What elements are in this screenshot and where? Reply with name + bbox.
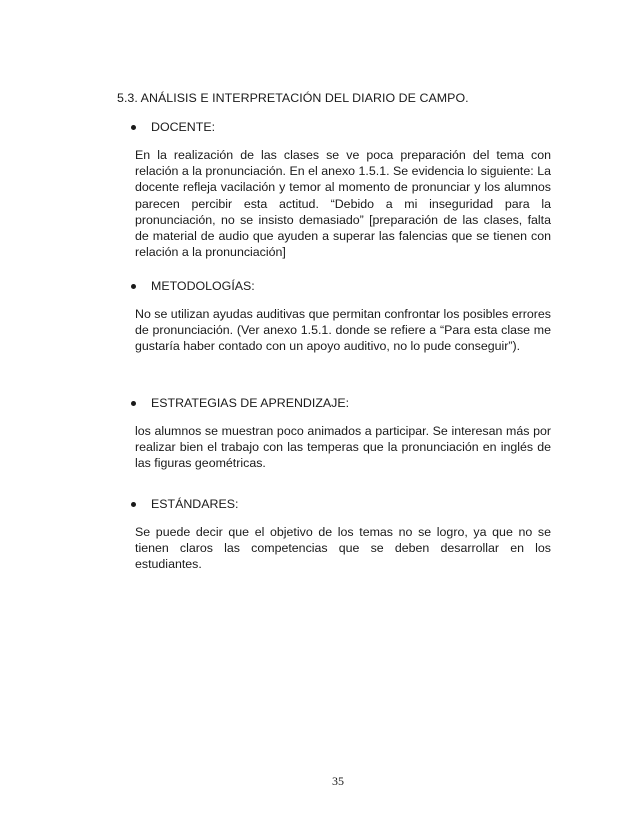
heading-label: ESTÁNDARES: [151,497,239,511]
bullet-icon [131,401,136,406]
bullet-heading-estrategias [131,396,349,410]
heading-label: ESTRATEGIAS DE APRENDIZAJE: [151,396,350,410]
paragraph-estandares: Se puede decir que el objetivo de los temas no se logro, ya que no se tienen claros las competencias que se deben desarrollar en los estudiantes. [135,525,551,572]
page-number: 35 [332,774,344,788]
heading-label: METODOLOGÍAS: [151,279,255,293]
bullet-heading-docente [131,120,215,134]
paragraph-docente: En la realización de las clases se ve poca preparación del tema con relación a la pronunciación. En el anexo 1.5.1. Se evidencia lo siguiente: La docente refleja vacilación y temor al momento de pronunciar y los alumnos parecen percibir esta actitud. “Debido a mi inseguridad para la pronunciación, no se insisto demasiado” [preparación de las clases, falta de material de audio que ayuden a superar las falencias que se tienen con relación a la pronunciación] [135,148,551,260]
section-title: 5.3. ANÁLISIS E INTERPRETACIÓN DEL DIARIO DE CAMPO. [117,91,469,105]
paragraph-estrategias: los alumnos se muestran poco animados a participar. Se interesan más por realizar bien el trabajo con las temperas que la pronunciación en inglés de las figuras geométricas. [135,424,551,471]
paragraph-metodologias: No se utilizan ayudas auditivas que permitan confrontar los posibles errores de pronunciación. (Ver anexo 1.5.1. donde se refiere a “Para esta clase me gustaría haber contado con un apoyo auditivo, no lo pude conseguir”). [135,307,551,354]
bullet-heading-estandares [131,497,238,511]
bullet-icon [131,125,136,130]
heading-label: DOCENTE: [151,120,216,134]
bullet-icon [131,284,136,289]
bullet-heading-metodologias [131,279,255,293]
bullet-icon [131,502,136,507]
